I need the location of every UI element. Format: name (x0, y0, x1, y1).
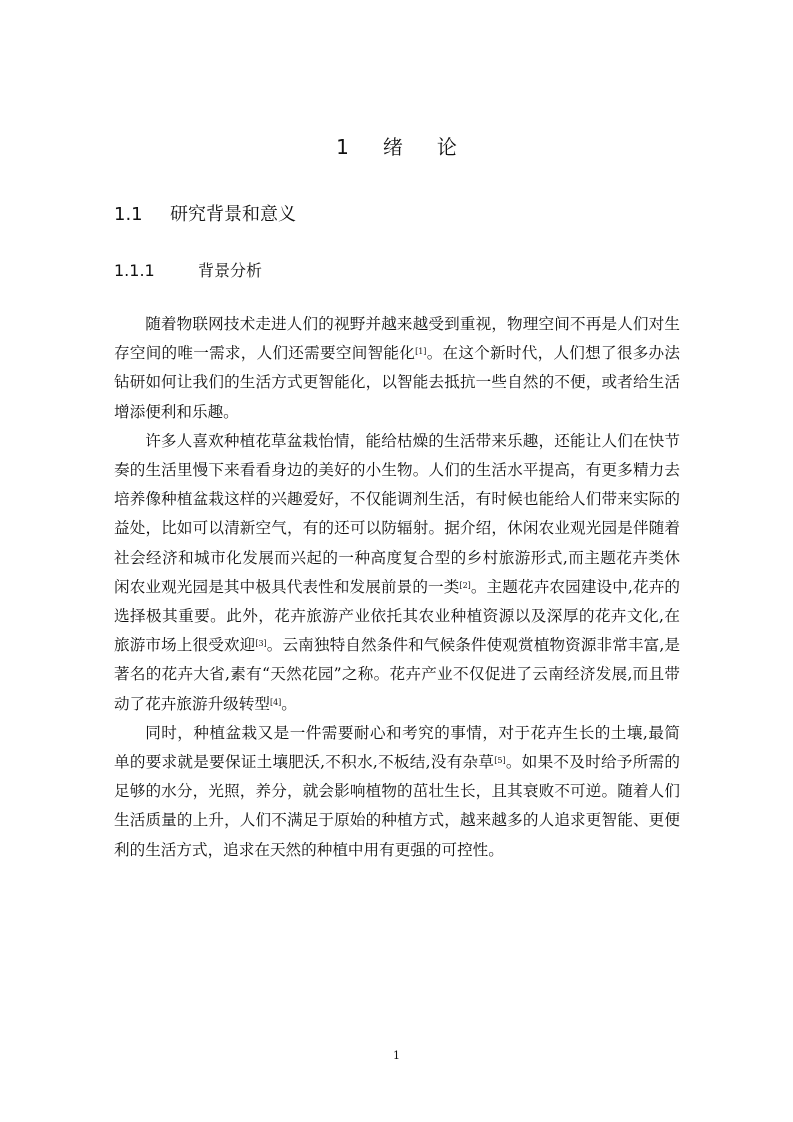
page-number: 1 (393, 1049, 400, 1062)
chapter-number: 1 (336, 135, 349, 159)
paragraph-text: 。在这个新时代，人们想了很多办法钻研如何让我们的生活方式更智能化，以智能去抵抗一些自然的不便，或者给生活增添便利和乐趣。 (114, 344, 680, 421)
paragraph-text: 许多人喜欢种植花草盆栽怡情，能给枯燥的生活带来乐趣，还能让人们在快节奏的生活里慢下来看看身边的美好的小生物。人们的生活水平提高，有更多精力去培养像种植盆栽这样的兴趣爱好，不仅能调剂生活，有时候也能给人们带来实际的益处，比如可以清新空气，有的还可以防辐射。据介绍，休闲农业观光园是伴随着社会经济和城市化发展而兴起的一种高度复合型的乡村旅游形式,而主题花卉类休闲农业观光园是其中极具代表性和发展前景的一类 (114, 431, 680, 596)
paragraph-text: 随着物联网技术走进人们的视野并越来越受到重视，物理空间不再是人们对生存空间的唯一需求，人们还需要空间智能化 (114, 315, 680, 363)
citation-ref: [2] (459, 580, 471, 590)
section-title: 研究背景和意义 (170, 204, 296, 225)
subsection-number: 1.1.1 (114, 261, 155, 280)
paragraph-text: 。如果不及时给予所需的足够的水分，光照，养分，就会影响植物的茁壮生长，且其衰败不可逆。随着人们生活质量的上升，人们不满足于原始的种植方式，越来越多的人追求更智能、更便利的生活方式，追求在天然的种植中用有更强的可控性。 (114, 753, 680, 859)
paragraph (114, 427, 680, 719)
citation-ref: [1] (415, 347, 427, 357)
chapter-title (0, 131, 793, 160)
paragraph-text: 同时，种植盆栽又是一件需要耐心和考究的事情，对于花卉生长的土壤,最简单的要求就是要保证土壤肥沃,不积水,不板结,没有杂草 (114, 723, 680, 772)
section-number: 1.1 (114, 204, 143, 225)
subsection-heading (114, 258, 262, 281)
paragraph (114, 310, 680, 427)
paragraph-text: 。 (281, 694, 297, 713)
citation-ref: [3] (255, 639, 267, 649)
citation-ref: [5] (494, 756, 506, 766)
subsection-title: 背景分析 (198, 261, 263, 280)
paragraph-text: 。云南独特自然条件和气候条件使观赏植物资源非常丰富,是著名的花卉大省,素有“天然花园”之称。花卉产业不仅促进了云南经济发展,而且带动了花卉旅游升级转型 (114, 636, 680, 713)
citation-ref: [4] (269, 697, 282, 707)
chapter-title-char-1: 绪 (382, 135, 403, 159)
section-heading (114, 200, 296, 226)
paragraph (114, 719, 680, 865)
body-text (114, 310, 680, 865)
paragraph-text: 。主题花卉农园建设中,花卉的选择极其重要。此外，花卉旅游产业依托其农业种植资源以及深厚的花卉文化,在旅游市场上很受欢迎 (114, 577, 680, 655)
chapter-title-char-2: 论 (436, 135, 457, 159)
